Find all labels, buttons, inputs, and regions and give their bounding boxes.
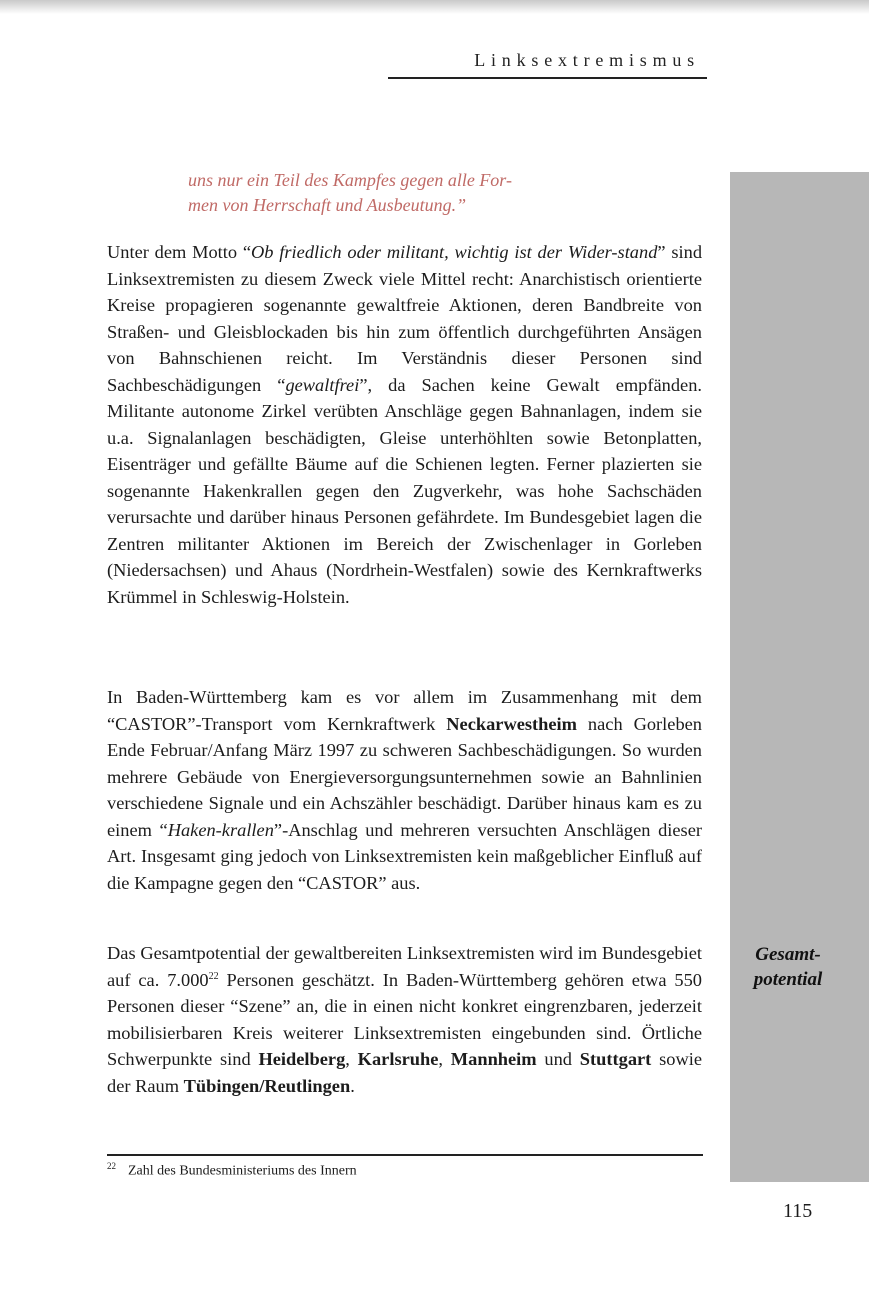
p3-und: und bbox=[536, 1049, 580, 1069]
scan-top-shadow bbox=[0, 0, 869, 14]
p3-karlsruhe: Karlsruhe bbox=[357, 1049, 439, 1069]
p3-text-3: sowie der Raum bbox=[107, 1049, 703, 1096]
header-rule bbox=[388, 77, 707, 79]
margin-note bbox=[737, 942, 839, 992]
p2-text-1: In Baden-Württemberg kam es vor allem im Zusammenhang mit dem “CASTOR”-Transport vom Kernkraftwerk bbox=[107, 687, 702, 734]
paragraph-2 bbox=[107, 684, 702, 896]
p1-text-3: ”, da Sachen keine Gewalt empfänden. Militante autonome Zirkel verübten Anschläge gegen Bahnanlagen, indem sie u.a. Signalanlagen beschädigten, Gleise unterhöhlten sowie Betonplatten, Eisenträger und gefällte Bäume auf die Schienen legten. Ferner plazierten sie sogenannte Hakenkrallen gegen den Zugverkehr, was hohe Sachschäden verursachte und darüber hinaus Personen gefährdete. Im Bundesgebiet lagen die Zentren militanter Aktionen im Bereich der Zwischenlager in Gorleben (Niedersachsen) und Ahaus (Nordrhein-Westfalen) sowie des Kernkraftwerks Krümmel in Schleswig-Holstein. bbox=[107, 374, 702, 607]
p1-motto: Ob friedlich oder militant, wichtig ist der Wider-stand bbox=[251, 242, 658, 262]
margin-sidebar bbox=[730, 172, 869, 1182]
page-number: 115 bbox=[783, 1200, 813, 1222]
p1-text-2: ” sind Linksextremisten zu diesem Zweck viele Mittel recht: Anarchistisch orientierte Kreise propagieren sogenannte gewaltfreie Aktionen, deren Bandbreite von Straßen- und Gleisblockaden bis hin zum öffentlich durchgeführten Ansägen von Bahnschienen reicht. Im Verständnis dieser Personen sind Sachbeschädigungen “ bbox=[107, 242, 703, 395]
p3-text-2: Personen geschätzt. In Baden-Württemberg gehören etwa 550 Personen dieser “Szene” an, die in einen nicht konkret eingrenzbaren, jederzeit mobilisierbaren Kreis weiterer Linksextremisten eingebunden sind. Örtliche Schwerpunkte sind bbox=[107, 969, 702, 1069]
p2-text-2: nach Gorleben Ende Februar/Anfang März 1997 zu schweren Sachbeschädigungen. So wurden mehrere Gebäude von Energieversorgungsunternehmen sowie an Bahnlinien verschiedene Signale und ein Achszähler beschädigt. Darüber hinaus kam es zu einem “ bbox=[107, 713, 702, 840]
quote-line-1: uns nur ein Teil des Kampfes gegen alle For- bbox=[188, 170, 512, 190]
p2-text-3: ”-Anschlag und mehreren versuchten Anschlägen dieser Art. Insgesamt ging jedoch von Linksextremisten kein maßgeblicher Einfluß auf die Kampagne gegen den “CASTOR” aus. bbox=[107, 819, 702, 893]
p1-text-1: Unter dem Motto “ bbox=[107, 242, 252, 262]
p3-text-1: Das Gesamtpotential der gewaltbereiten Linksextremisten wird im Bundesgebiet auf ca. 7.000 bbox=[107, 943, 702, 990]
footnote-number: 22 bbox=[107, 1161, 116, 1171]
footnote-text: Zahl des Bundesministeriums des Innern bbox=[128, 1163, 357, 1179]
p3-mannheim: Mannheim bbox=[450, 1049, 537, 1069]
p3-end: . bbox=[350, 1075, 355, 1096]
p1-gewaltfrei: gewaltfrei bbox=[285, 374, 360, 395]
p3-heidelberg: Heidelberg bbox=[258, 1049, 346, 1069]
footnote-ref: 22 bbox=[208, 970, 219, 982]
p2-neckarwestheim: Neckarwestheim bbox=[446, 713, 577, 734]
p2-hakenkrallen: Haken-krallen bbox=[167, 819, 274, 840]
margin-note-line-2: potential bbox=[753, 969, 823, 990]
footnote bbox=[107, 1156, 357, 1182]
p3-comma-2: , bbox=[438, 1049, 451, 1069]
margin-note-line-1: Gesamt- bbox=[755, 944, 821, 965]
paragraph-3 bbox=[107, 940, 702, 1099]
paragraph-1 bbox=[107, 239, 702, 610]
quote-line-2: men von Herrschaft und Ausbeutung.” bbox=[188, 195, 467, 215]
p3-comma-1: , bbox=[345, 1049, 358, 1069]
quote-block bbox=[188, 168, 628, 218]
running-header: Linksextremismus bbox=[474, 50, 700, 70]
p3-stuttgart: Stuttgart bbox=[579, 1049, 652, 1069]
p3-tuebingen-reutlingen: Tübingen/Reutlingen bbox=[183, 1075, 351, 1096]
